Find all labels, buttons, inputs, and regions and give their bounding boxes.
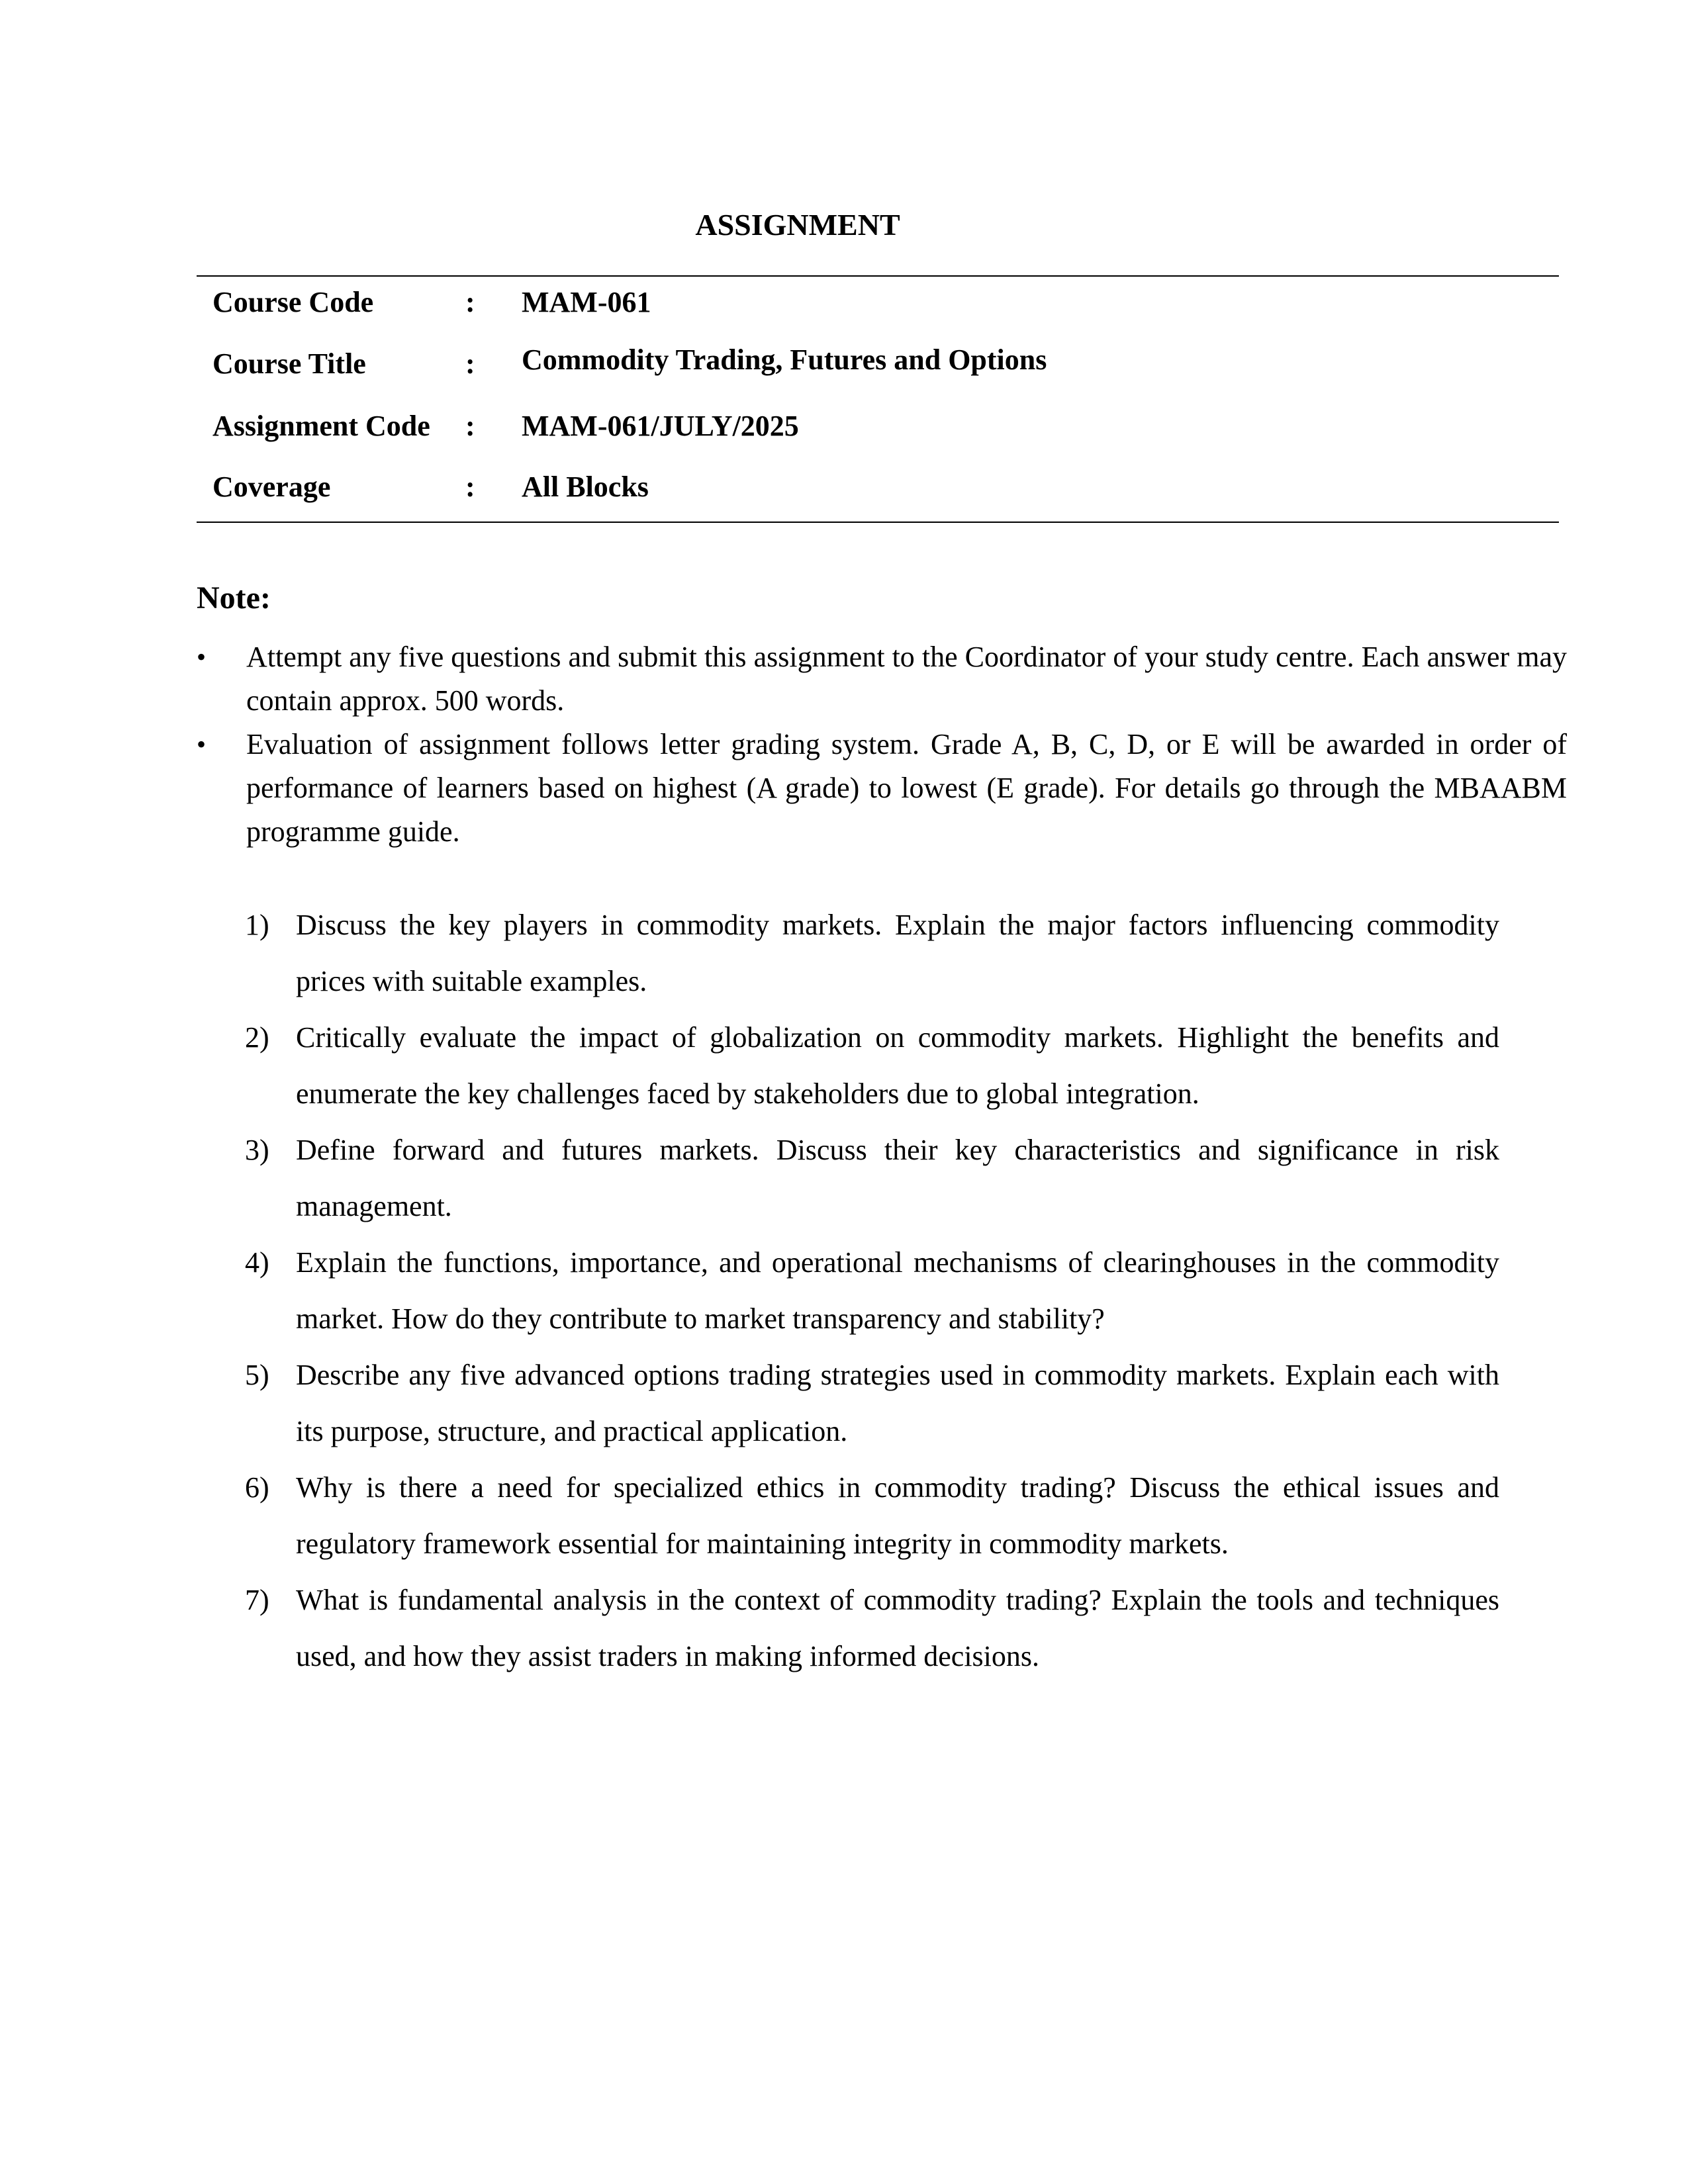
course-title-row	[0, 344, 1688, 384]
question-number: 6)	[245, 1471, 269, 1504]
question-number: 7)	[245, 1584, 269, 1616]
question-text: Why is there a need for specialized ethics in commodity trading? Discuss the ethical issues and regulatory framework essential for maintaining integrity in commodity markets.	[296, 1471, 1499, 1560]
coverage-label: Coverage	[212, 471, 331, 503]
assignment-code-row	[0, 406, 1688, 446]
coverage-row	[0, 467, 1688, 507]
question-number: 5)	[245, 1359, 269, 1391]
question-text: Critically evaluate the impact of globalization on commodity markets. Highlight the benefits and enumerate the key challenges faced by stakeholders due to global integration.	[296, 1021, 1499, 1110]
course-code-label: Course Code	[212, 286, 374, 318]
note-bullet-list	[197, 635, 1567, 854]
note-bullet-text: Attempt any five questions and submit this assignment to the Coordinator of your study centre. Each answer may contain approx. 500 words.	[246, 641, 1567, 717]
course-title-label: Course Title	[212, 347, 366, 380]
header-top-rule	[197, 275, 1559, 277]
question-text: Explain the functions, importance, and operational mechanisms of clearinghouses in the commodity market. How do they contribute to market transparency and stability?	[296, 1246, 1499, 1335]
bullet-icon: •	[197, 642, 207, 672]
assignment-code-value: MAM-061/JULY/2025	[522, 410, 799, 442]
course-title-value: Commodity Trading, Futures and Options	[522, 343, 1047, 376]
question-item	[245, 1572, 1499, 1684]
question-text: Define forward and futures markets. Discuss their key characteristics and significance in risk management.	[296, 1134, 1499, 1222]
question-number: 2)	[245, 1021, 269, 1054]
course-title-colon: :	[465, 347, 475, 380]
bullet-icon: •	[197, 729, 207, 759]
coverage-value: All Blocks	[522, 471, 649, 503]
question-list	[245, 897, 1499, 1684]
question-item	[245, 1234, 1499, 1347]
header-bottom-rule	[197, 522, 1559, 523]
question-item	[245, 1122, 1499, 1234]
course-code-colon: :	[465, 286, 475, 318]
question-item	[245, 897, 1499, 1009]
page-title: ASSIGNMENT	[695, 208, 900, 242]
note-bullet-text: Evaluation of assignment follows letter grading system. Grade A, B, C, D, or E will be awarded in order of performance of learners based on highest (A grade) to lowest (E grade). For details go through the MBAABM programme guide.	[246, 728, 1567, 848]
question-text: Discuss the key players in commodity markets. Explain the major factors influencing commodity prices with suitable examples.	[296, 909, 1499, 997]
question-item	[245, 1009, 1499, 1122]
note-bullet-item	[197, 723, 1567, 854]
question-number: 3)	[245, 1134, 269, 1166]
question-item	[245, 1347, 1499, 1459]
question-number: 1)	[245, 909, 269, 941]
course-code-row	[0, 283, 1688, 322]
question-text: What is fundamental analysis in the context of commodity trading? Explain the tools and techniques used, and how they assist traders in making informed decisions.	[296, 1584, 1499, 1672]
course-code-value: MAM-061	[522, 286, 651, 318]
question-text: Describe any five advanced options trading strategies used in commodity markets. Explain each with its purpose, structure, and practical application.	[296, 1359, 1499, 1447]
question-number: 4)	[245, 1246, 269, 1279]
question-item	[245, 1459, 1499, 1572]
assignment-code-label: Assignment Code	[212, 410, 430, 442]
note-heading: Note:	[197, 580, 271, 615]
coverage-colon: :	[465, 471, 475, 503]
note-bullet-item	[197, 635, 1567, 723]
assignment-code-colon: :	[465, 410, 475, 442]
